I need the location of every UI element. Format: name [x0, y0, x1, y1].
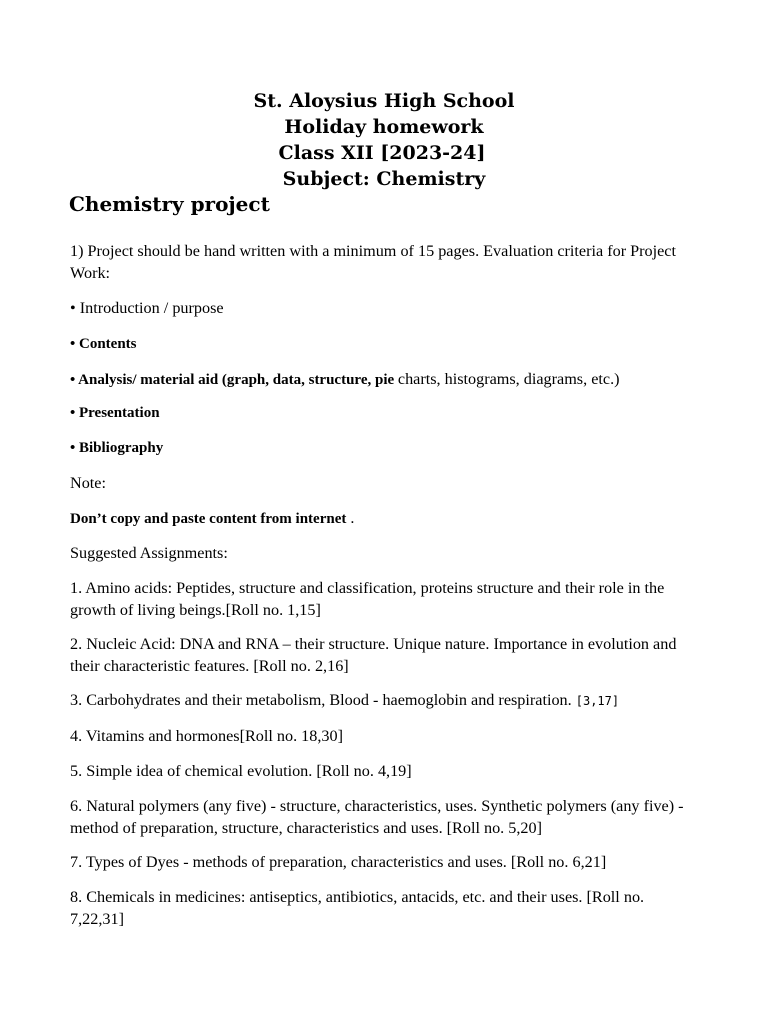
assignment-1: 1. Amino acids: Peptides, structure and classification, proteins structure and their role in the growth of living beings.[Roll no. 1,15] [70, 579, 665, 619]
assignment-6: 6. Natural polymers (any five) - structure, characteristics, uses. Synthetic polymers (any five) - method of preparation, structure, characteristics and uses. [Roll no. 5,20] [70, 797, 684, 837]
criteria-bibliography: • Bibliography [70, 440, 164, 456]
note-text [70, 507, 700, 530]
assignment-5: 5. Simple idea of chemical evolution. [Roll no. 4,19] [70, 762, 412, 780]
class-line: Class XII [2023-24] [278, 142, 486, 164]
note-text-bold: Don’t copy and paste content from internet [70, 511, 347, 527]
criteria-analysis-bold: • Analysis/ material aid (graph, data, structure, pie [70, 372, 398, 388]
school-name: St. Aloysius High School [253, 90, 515, 112]
assignment-3-roll: [3,17] [575, 694, 620, 708]
assignment-7: 7. Types of Dyes - methods of preparation, characteristics and uses. [Roll no. 6,21] [70, 853, 607, 871]
criteria-analysis-rest: charts, histograms, diagrams, etc.) [397, 370, 620, 388]
assignment-3-text: 3. Carbohydrates and their metabolism, Blood - haemoglobin and respiration. [70, 691, 576, 709]
note-text-end: . [346, 509, 355, 527]
assignment-3 [70, 689, 700, 712]
subject-line: Subject: Chemistry [282, 168, 486, 190]
assignment-8: 8. Chemicals in medicines: antiseptics, antibiotics, antacids, etc. and their uses. [Roll no. 7,22,31] [70, 888, 645, 928]
criteria-presentation: • Presentation [70, 405, 160, 421]
criteria-contents: • Contents [70, 336, 137, 352]
intro-paragraph: 1) Project should be hand written with a minimum of 15 pages. Evaluation criteria for Project Work: [70, 242, 676, 282]
criteria-introduction: • Introduction / purpose [70, 299, 224, 317]
homework-title: Holiday homework [284, 116, 484, 138]
suggested-assignments-label: Suggested Assignments: [70, 544, 228, 562]
assignment-4: 4. Vitamins and hormones[Roll no. 18,30] [70, 727, 343, 745]
project-title: Chemistry project [69, 192, 270, 216]
assignment-2: 2. Nucleic Acid: DNA and RNA – their structure. Unique nature. Importance in evolution and their characteristic features. [Roll no. 2,16] [70, 635, 677, 675]
note-label: Note: [70, 474, 106, 492]
criteria-analysis [70, 368, 700, 391]
document-header [0, 88, 768, 192]
